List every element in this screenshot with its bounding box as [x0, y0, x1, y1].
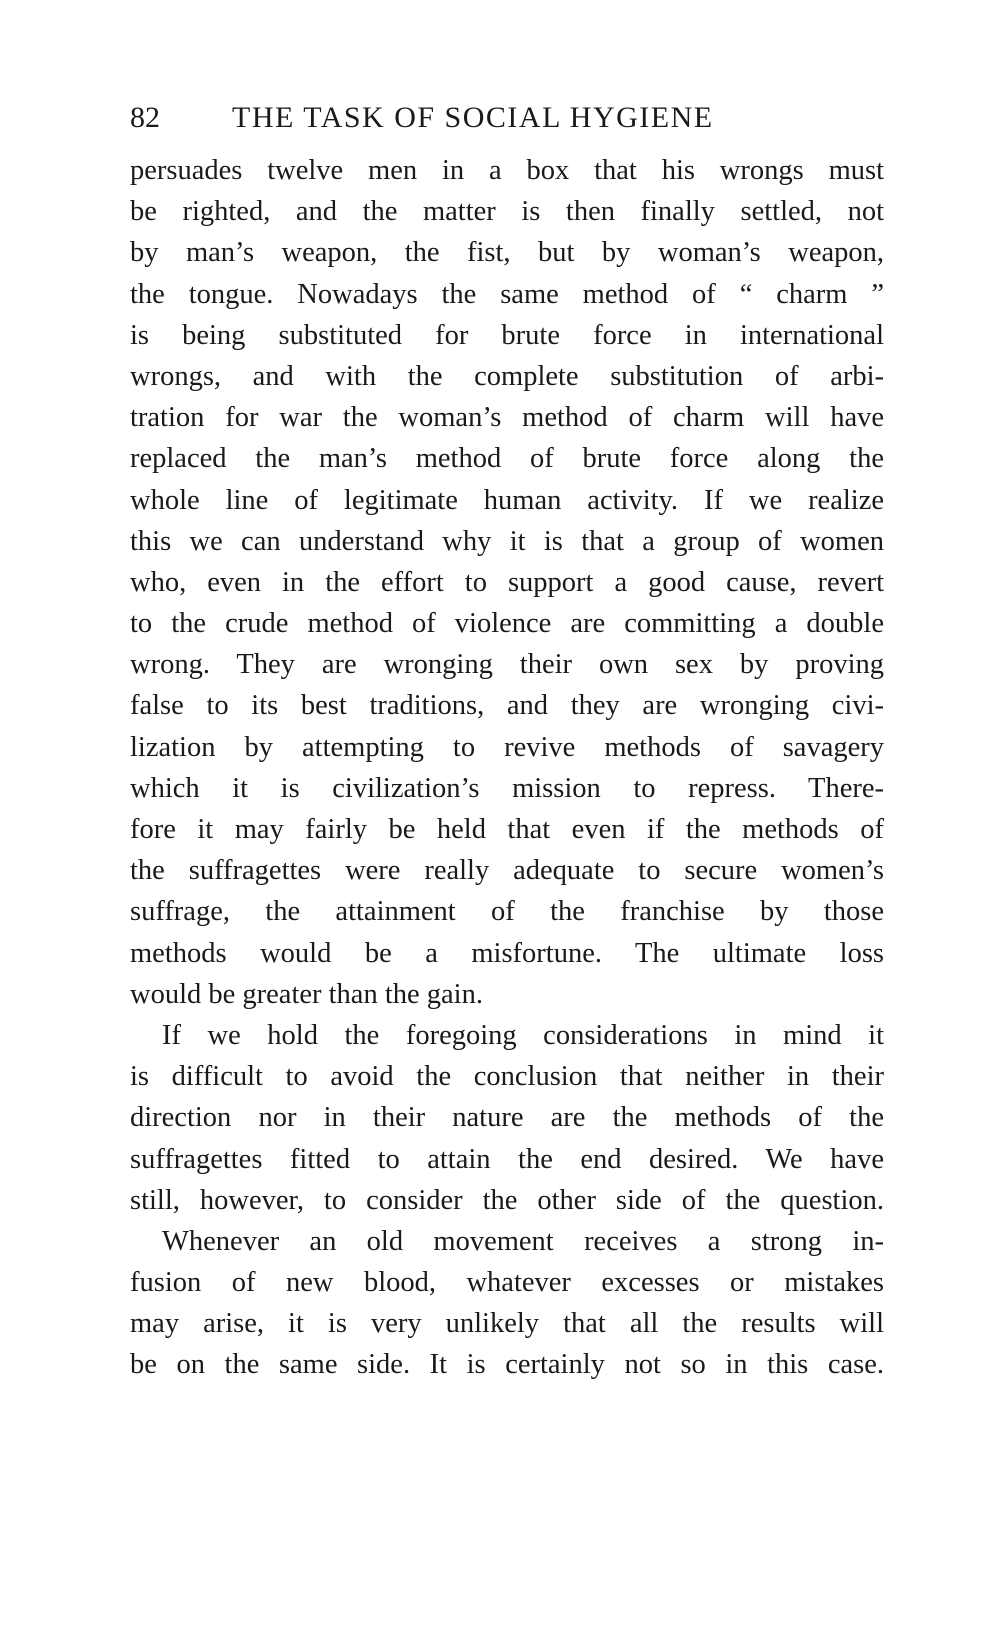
text-line: suffragettes fitted to attain the end desired. We have: [130, 1143, 884, 1175]
text-line: the suffragettes were really adequate to secure women’s: [130, 855, 884, 887]
text-line: which it is civilization’s mission to repress. There-: [130, 772, 884, 804]
running-head: [130, 96, 890, 140]
text-line: suffrage, the attainment of the franchise by those: [130, 896, 884, 928]
text-line: lization by attempting to revive methods of savagery: [130, 731, 884, 763]
text-line: who, even in the effort to support a good cause, revert: [130, 566, 884, 598]
running-title: THE TASK OF SOCIAL HYGIENE: [232, 101, 714, 134]
text-line: to the crude method of violence are committing a double: [130, 608, 884, 640]
paragraph: [130, 1221, 884, 1386]
text-line: wrongs, and with the complete substitution of arbi-: [130, 360, 884, 392]
text-line: be on the same side. It is certainly not so in this case.: [130, 1349, 884, 1381]
text-line: persuades twelve men in a box that his wrongs must: [130, 155, 884, 186]
text-line: the tongue. Nowadays the same method of “ charm ”: [130, 278, 884, 310]
text-line: Whenever an old movement receives a strong in-: [162, 1225, 884, 1257]
paragraph: [130, 1015, 884, 1221]
body-text: [130, 150, 884, 1386]
text-line: be righted, and the matter is then finally settled, not: [130, 196, 884, 228]
text-line: If we hold the foregoing considerations in mind it: [162, 1019, 884, 1051]
text-line: replaced the man’s method of brute force along the: [130, 443, 884, 475]
text-line: would be greater than the gain.: [130, 978, 483, 1010]
text-line: fore it may fairly be held that even if the methods of: [130, 814, 884, 845]
text-line: fusion of new blood, whatever excesses or mistakes: [130, 1267, 884, 1299]
text-line: by man’s weapon, the fist, but by woman’s weapon,: [130, 237, 884, 269]
text-line: is being substituted for brute force in international: [130, 319, 884, 351]
text-line: whole line of legitimate human activity. If we realize: [130, 484, 884, 516]
text-line: may arise, it is very unlikely that all the results will: [130, 1308, 884, 1340]
page-number: 82: [130, 101, 160, 134]
text-line: this we can understand why it is that a group of women: [130, 525, 884, 557]
paragraph: [130, 150, 884, 1015]
text-line: direction nor in their nature are the methods of the: [130, 1102, 884, 1134]
text-line: is difficult to avoid the conclusion that neither in their: [130, 1061, 884, 1093]
text-line: methods would be a misfortune. The ultimate loss: [130, 937, 884, 969]
text-line: still, however, to consider the other side of the question.: [130, 1184, 884, 1216]
text-line: wrong. They are wronging their own sex by proving: [130, 649, 884, 681]
text-line: false to its best traditions, and they are wronging civi-: [130, 690, 884, 722]
text-line: tration for war the woman’s method of charm will have: [130, 402, 884, 434]
